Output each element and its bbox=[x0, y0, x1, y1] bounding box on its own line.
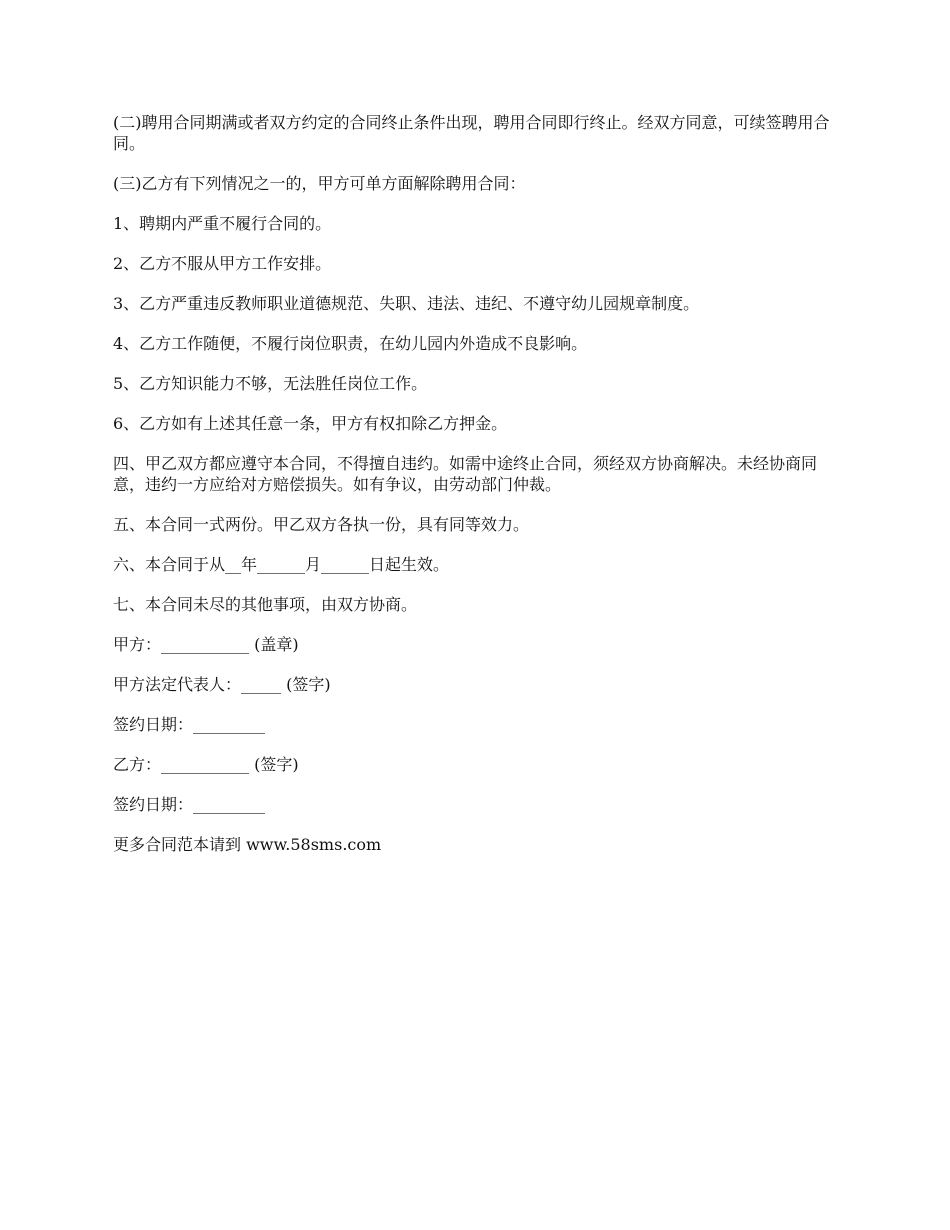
termination-item-4: 4、乙方工作随便，不履行岗位职责，在幼儿园内外造成不良影响。 bbox=[113, 334, 588, 353]
clause-3-termination-heading: (三)乙方有下列情况之一的，甲方可单方面解除聘用合同： bbox=[113, 174, 526, 193]
party-a-seal-line: 甲方：___________ (盖章) bbox=[113, 635, 299, 654]
article-6-effective-date: 六、本合同于从__年______月______日起生效。 bbox=[113, 555, 450, 574]
article-7-other-matters: 七、本合同未尽的其他事项，由双方协商。 bbox=[113, 595, 418, 614]
termination-item-1: 1、聘期内严重不履行合同的。 bbox=[113, 214, 332, 233]
termination-item-6: 6、乙方如有上述其任意一条，甲方有权扣除乙方押金。 bbox=[113, 414, 508, 433]
clause-2-expiry: (二)聘用合同期满或者双方约定的合同终止条件出现，聘用合同即行终止。经双方同意，可续签聘用合同。 bbox=[113, 113, 830, 153]
footer-website-note: 更多合同范本请到 www.58sms.com bbox=[113, 835, 382, 854]
party-b-signature-line: 乙方：___________ (签字) bbox=[113, 755, 299, 774]
termination-item-2: 2、乙方不服从甲方工作安排。 bbox=[113, 254, 332, 273]
article-4-compliance: 四、甲乙双方都应遵守本合同，不得擅自违约。如需中途终止合同，须经双方协商解决。未经协商同意，违约一方应给对方赔偿损失。如有争议，由劳动部门仲裁。 bbox=[113, 454, 818, 494]
termination-item-5: 5、乙方知识能力不够，无法胜任岗位工作。 bbox=[113, 374, 428, 393]
party-b-signing-date-line: 签约日期：_________ bbox=[113, 795, 266, 814]
termination-item-3: 3、乙方严重违反教师职业道德规范、失职、违法、违纪、不遵守幼儿园规章制度。 bbox=[113, 294, 700, 313]
party-a-signing-date-line: 签约日期：_________ bbox=[113, 715, 266, 734]
article-5-copies: 五、本合同一式两份。甲乙双方各执一份，具有同等效力。 bbox=[113, 515, 530, 534]
document-body bbox=[113, 112, 843, 874]
party-a-representative-signature-line: 甲方法定代表人：_____ (签字) bbox=[113, 675, 331, 694]
